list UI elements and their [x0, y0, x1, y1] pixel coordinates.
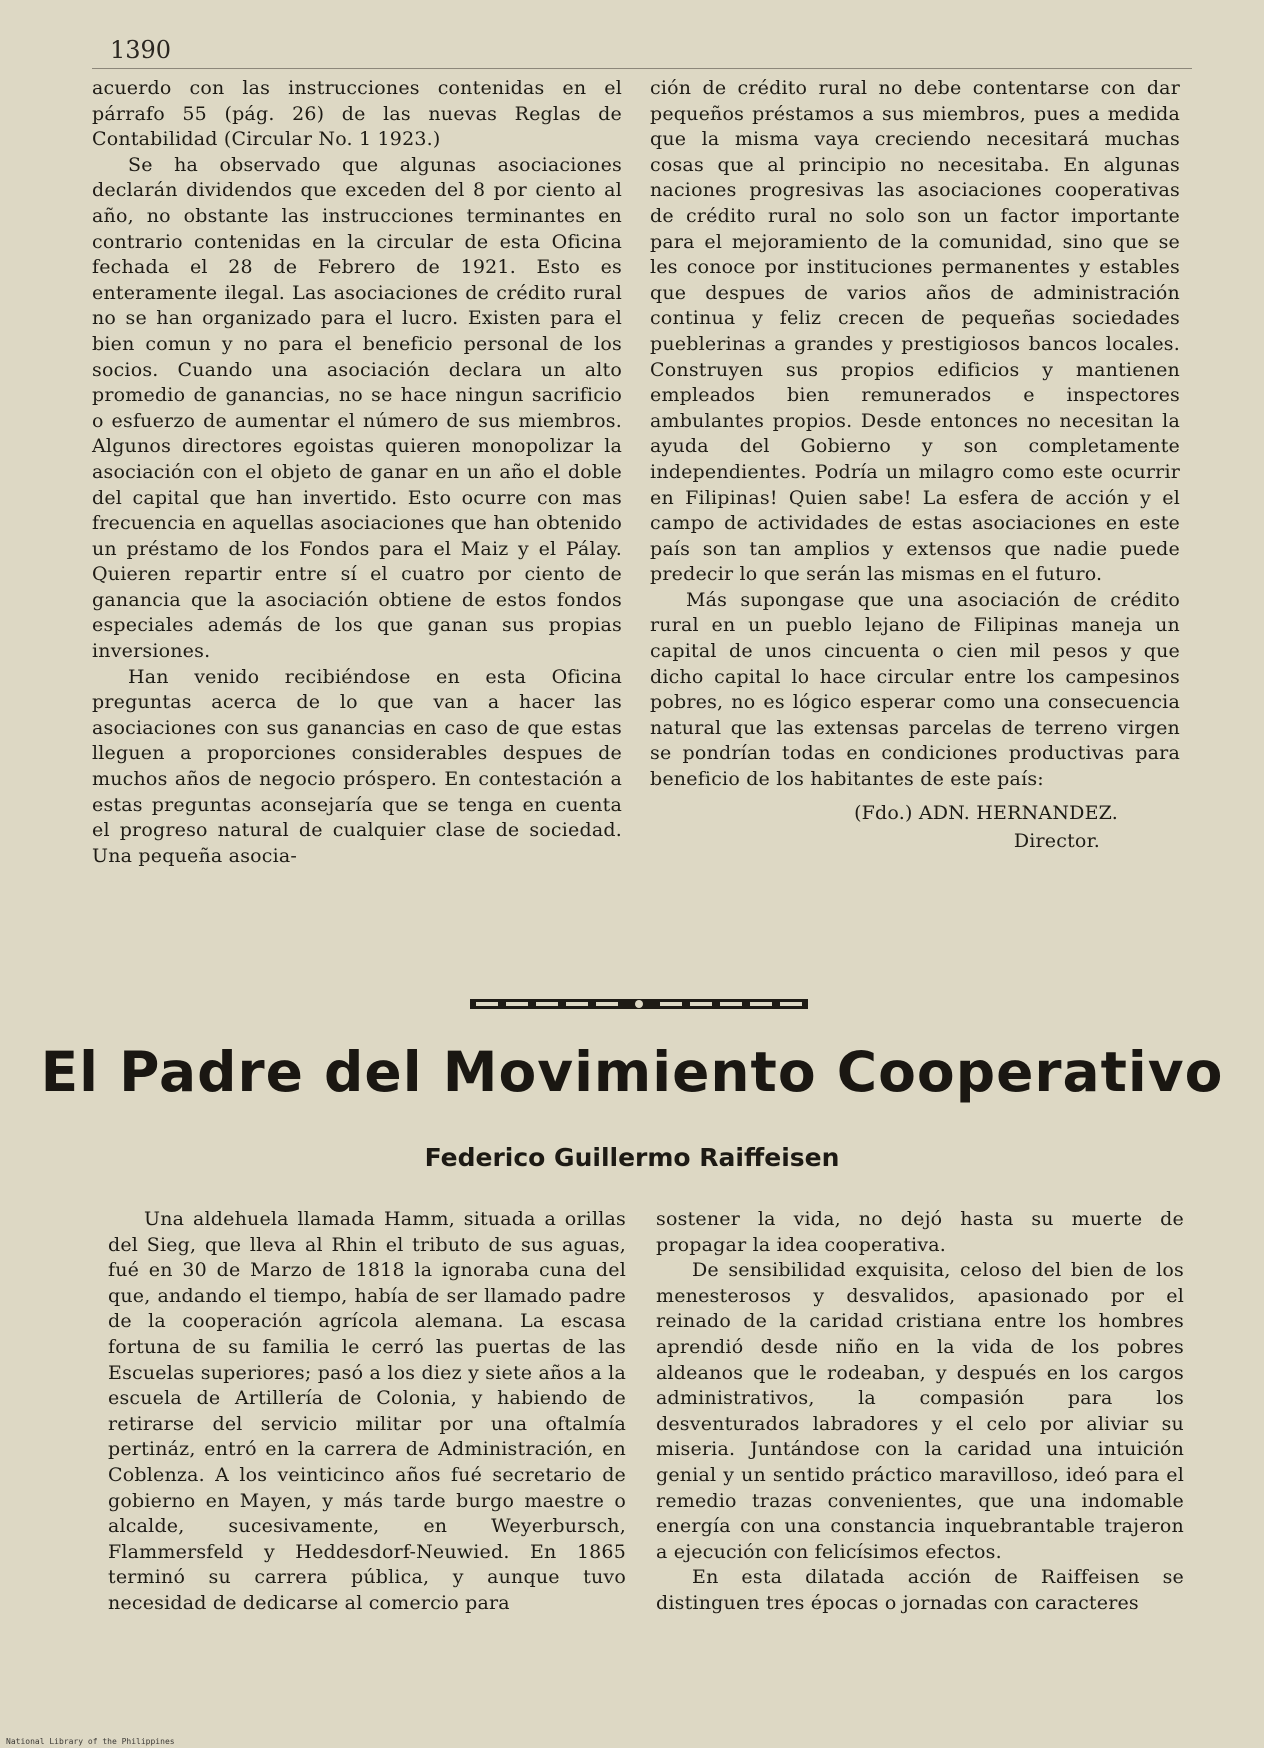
- paragraph: De sensibilidad exquisita, celoso del bien de los menesterosos y desvalidos, apasionado por el reinado de la caridad cristiana entre los hombres aprendió desde niño en la vida de los pobres aldeanos que le rodeaban, y después en los cargos administrativos, la compasión para los desventurados labradores y el celo por aliviar su miseria. Juntándose con la caridad una intuición genial y un sentido práctico maravilloso, ideó para el remedio trazas convenientes, que una indomable energía con una constancia inquebrantable trajeron a ejecución con felicísimos efectos.: [656, 1259, 1184, 1563]
- paragraph: ción de crédito rural no debe contentarse con dar pequeños préstamos a sus miembros, pues a medida que la misma vaya creciendo necesitará muchas cosas que al principio no necesitaba. En algunas naciones progresivas las asociaciones cooperativas de crédito rural no solo son un factor importante para el mejoramiento de la comunidad, sino que se les conoce por instituciones permanentes y estables que despues de varios años de administración continua y feliz crecen de pequeñas sociedades pueblerinas a grandes y prestigiosos bancos locales. Construyen sus propios edificios y mantienen empleados bien remunerados e inspectores ambulantes propios. Desde entonces no necesitan la ayuda del Gobierno y son completamente independientes. Podría un milagro como este ocurrir en Filipinas! Quien sabe! La esfera de acción y el campo de actividades de estas asociaciones en este país son tan amplios y extensos que nadie puede predecir lo que serán las mismas en el futuro.: [650, 77, 1180, 586]
- top-left-column: [92, 76, 622, 869]
- top-divider: [92, 68, 1192, 69]
- top-right-column: [650, 76, 1180, 855]
- ornamental-divider: [470, 995, 808, 1013]
- bottom-left-column: [108, 1207, 626, 1617]
- page-number: 1390: [110, 36, 172, 64]
- paragraph: Más supongase que una asociación de crédito rural en un pueblo lejano de Filipinas maneja un capital de unos cincuenta o cien mil pesos y que dicho capital lo hace circular entre los campesinos pobres, no es lógico esperar como una consecuencia natural que las extensas parcelas de terreno virgen se pondrían todas en condiciones productivas para beneficio de los habitantes de este país:: [650, 588, 1180, 791]
- paragraph: Han venido recibiéndose en esta Oficina preguntas acerca de lo que van a hacer las asociaciones con sus ganancias en caso de que estas lleguen a proporciones considerables despues de muchos años de negocio próspero. En contestación a estas preguntas aconsejaría que se tenga en cuenta el progreso natural de cualquier clase de sociedad. Una pequeña asocia-: [92, 665, 622, 867]
- article-subheadline: Federico Guillermo Raiffeisen: [424, 1143, 840, 1172]
- signature-title: Director.: [1013, 829, 1100, 852]
- paragraph: acuerdo con las instrucciones contenidas en el párrafo 55 (pág. 26) de las nuevas Reglas de Contabilidad (Circular No. 1 1923.): [92, 77, 622, 151]
- paragraph: Se ha observado que algunas asociaciones declarán dividendos que exceden del 8 por ciento al año, no obstante las instrucciones terminantes en contrario contenidas en la circular de esta Oficina fechada el 28 de Febrero de 1921. Esto es enteramente ilegal. Las asociaciones de crédito rural no se han organizado para el lucro. Existen para el bien comun y no para el beneficio personal de los socios. Cuando una asociación declara un alto promedio de ganancias, no se hace ningun sacrificio o esfuerzo de aumentar el número de sus miembros. Algunos directores egoistas quieren monopolizar la asociación con el objeto de ganar en un año el doble del capital que han invertido. Esto ocurre con mas frecuencia en aquellas asociaciones que han obtenido un préstamo de los Fondos para el Maiz y el Pálay. Quieren repartir entre sí el cuatro por ciento de ganancia que la asociación obtiene de estos fondos especiales además de los que ganan sus propias inversiones.: [92, 153, 622, 663]
- paragraph: En esta dilatada acción de Raiffeisen se distinguen tres épocas o jornadas con caracteres: [656, 1566, 1184, 1614]
- library-credit: National Library of the Philippines: [6, 1737, 175, 1746]
- signature-block: [650, 799, 1180, 855]
- paragraph: Una aldehuela llamada Hamm, situada a orillas del Sieg, que lleva al Rhin el tributo de sus aguas, fué en 30 de Marzo de 1818 la ignoraba cuna del que, andando el tiempo, había de ser llamado padre de la cooperación agrícola alemana. La escasa fortuna de su familia le cerró las puertas de las Escuelas superiores; pasó a los diez y siete años a la escuela de Artillería de Colonia, y habiendo de retirarse del servicio militar por una oftalmía pertináz, entró en la carrera de Administración, en Coblenza. A los veinticinco años fué secretario de gobierno en Mayen, y más tarde burgo maestre o alcalde, sucesivamente, en Weyerbursch, Flammersfeld y Heddesdorf-Neuwied. En 1865 terminó su carrera pública, y aunque tuvo necesidad de dedicarse al comercio para: [108, 1208, 626, 1614]
- paragraph: sostener la vida, no dejó hasta su muerte de propagar la idea cooperativa.: [656, 1208, 1184, 1256]
- signature: (Fdo.) ADN. HERNANDEZ.: [854, 801, 1118, 824]
- article-headline: El Padre del Movimiento Cooperativo: [40, 1040, 1224, 1104]
- bottom-right-column: [656, 1207, 1184, 1617]
